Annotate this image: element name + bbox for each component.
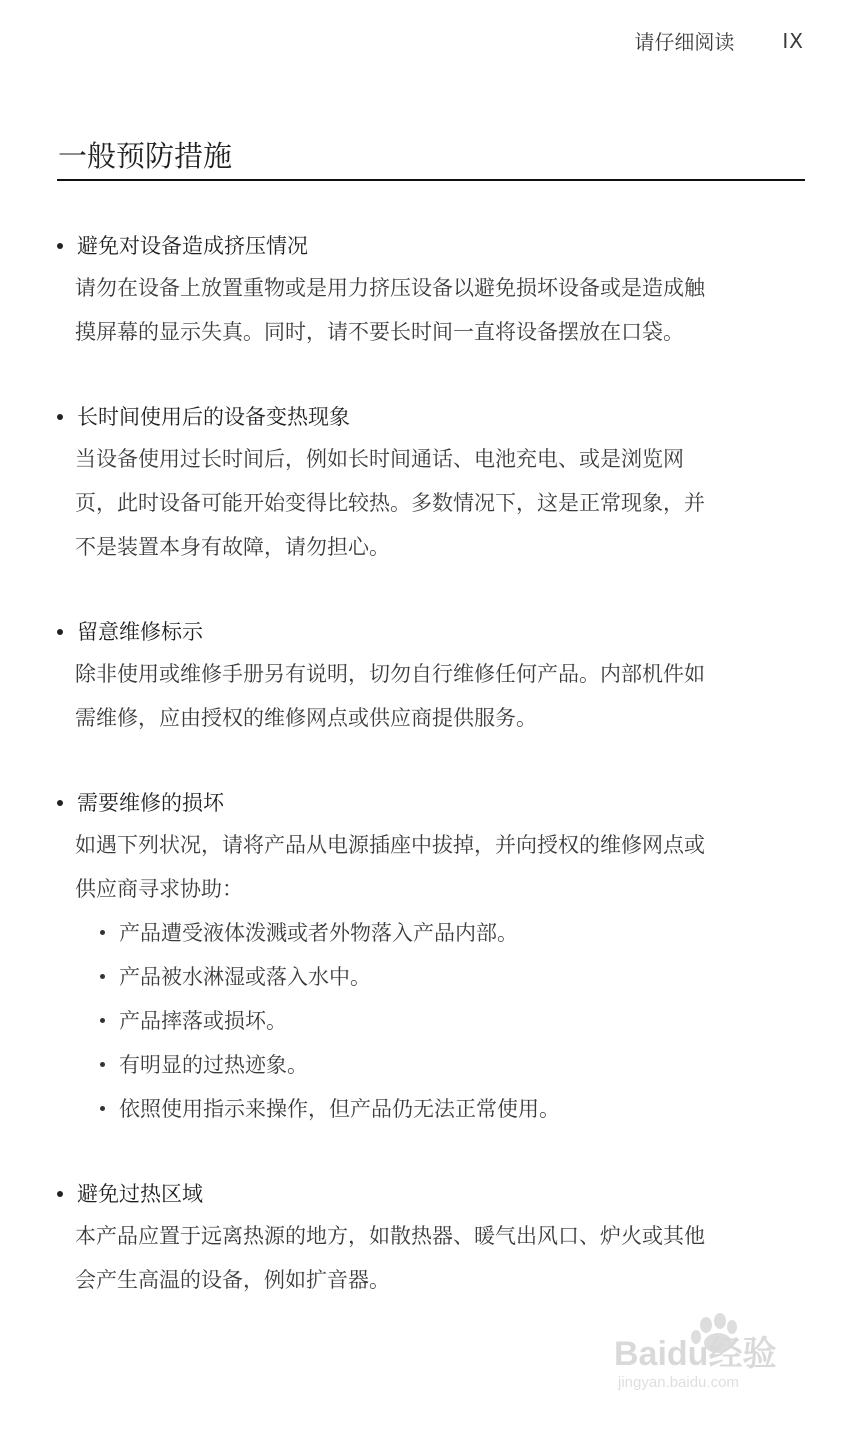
watermark-url: jingyan.baidu.com <box>618 1374 739 1391</box>
precaution-section <box>56 612 804 740</box>
section-heading <box>56 226 804 266</box>
body-line: 除非使用或维修手册另有说明，切勿自行维修任何产品。内部机件如 <box>75 662 705 686</box>
section-heading-text: 需要维修的损坏 <box>77 791 224 815</box>
section-heading <box>56 612 804 652</box>
section-heading <box>56 783 804 823</box>
bullet-icon <box>100 974 105 979</box>
section-heading-text: 长时间使用后的设备变热现象 <box>77 405 350 429</box>
sub-list-item <box>98 1043 804 1087</box>
baidu-jingyan-watermark <box>610 1311 810 1391</box>
section-heading <box>56 397 804 437</box>
body-line: 当设备使用过长时间后，例如长时间通话、电池充电、或是浏览网 <box>75 447 684 471</box>
sub-item-text: 有明显的过热迹象。 <box>119 1053 308 1077</box>
section-body <box>56 652 804 740</box>
bullet-icon <box>100 1062 105 1067</box>
body-line: 供应商寻求协助： <box>75 877 243 901</box>
bullet-icon <box>57 629 63 635</box>
sub-list-item <box>98 911 804 955</box>
section-heading-text: 留意维修标示 <box>77 620 203 644</box>
section-body <box>56 437 804 569</box>
sub-list-item <box>98 1087 804 1131</box>
bullet-icon <box>57 243 63 249</box>
section-heading-text: 避免对设备造成挤压情况 <box>77 234 308 258</box>
bullet-icon <box>57 800 63 806</box>
section-body <box>56 266 804 354</box>
watermark-brand: Baidu经验 <box>614 1335 777 1373</box>
sub-item-text: 产品摔落或损坏。 <box>119 1009 287 1033</box>
bullet-icon <box>57 414 63 420</box>
precaution-section <box>56 397 804 569</box>
section-heading <box>56 1174 804 1214</box>
section-heading-text: 避免过热区域 <box>77 1182 203 1206</box>
sub-item-text: 产品遭受液体泼溅或者外物落入产品内部。 <box>119 921 518 945</box>
sub-item-text: 产品被水淋湿或落入水中。 <box>119 965 371 989</box>
bullet-icon <box>100 1106 105 1111</box>
body-line: 请勿在设备上放置重物或是用力挤压设备以避免损坏设备或是造成触 <box>75 276 705 300</box>
precaution-section <box>56 1174 804 1302</box>
sub-item-text: 依照使用指示来操作，但产品仍无法正常使用。 <box>119 1097 560 1121</box>
bullet-icon <box>57 1191 63 1197</box>
precaution-section <box>56 226 804 354</box>
title-divider <box>57 179 805 181</box>
precaution-section <box>56 783 804 1131</box>
bullet-icon <box>100 1018 105 1023</box>
body-line: 需维修，应由授权的维修网点或供应商提供服务。 <box>75 706 537 730</box>
bullet-icon <box>100 930 105 935</box>
section-body <box>56 823 804 911</box>
page-title: 一般预防措施 <box>58 139 233 173</box>
body-line: 页，此时设备可能开始变得比较热。多数情况下，这是正常现象，并 <box>75 491 705 515</box>
body-line: 如遇下列状况，请将产品从电源插座中拔掉，并向授权的维修网点或 <box>75 833 705 857</box>
body-line: 会产生高温的设备，例如扩音器。 <box>75 1268 390 1292</box>
sub-list-item <box>98 955 804 999</box>
page-number: IX <box>782 28 804 53</box>
sub-list-item <box>98 999 804 1043</box>
body-line: 摸屏幕的显示失真。同时，请不要长时间一直将设备摆放在口袋。 <box>75 320 684 344</box>
section-body <box>56 1214 804 1302</box>
running-head <box>634 26 804 55</box>
body-line: 本产品应置于远离热源的地方，如散热器、暖气出风口、炉火或其他 <box>75 1224 705 1248</box>
body-line: 不是装置本身有故障，请勿担心。 <box>75 535 390 559</box>
running-head-title: 请仔细阅读 <box>634 30 735 54</box>
repair-conditions-list <box>56 911 804 1131</box>
precautions-list <box>56 226 804 1345</box>
